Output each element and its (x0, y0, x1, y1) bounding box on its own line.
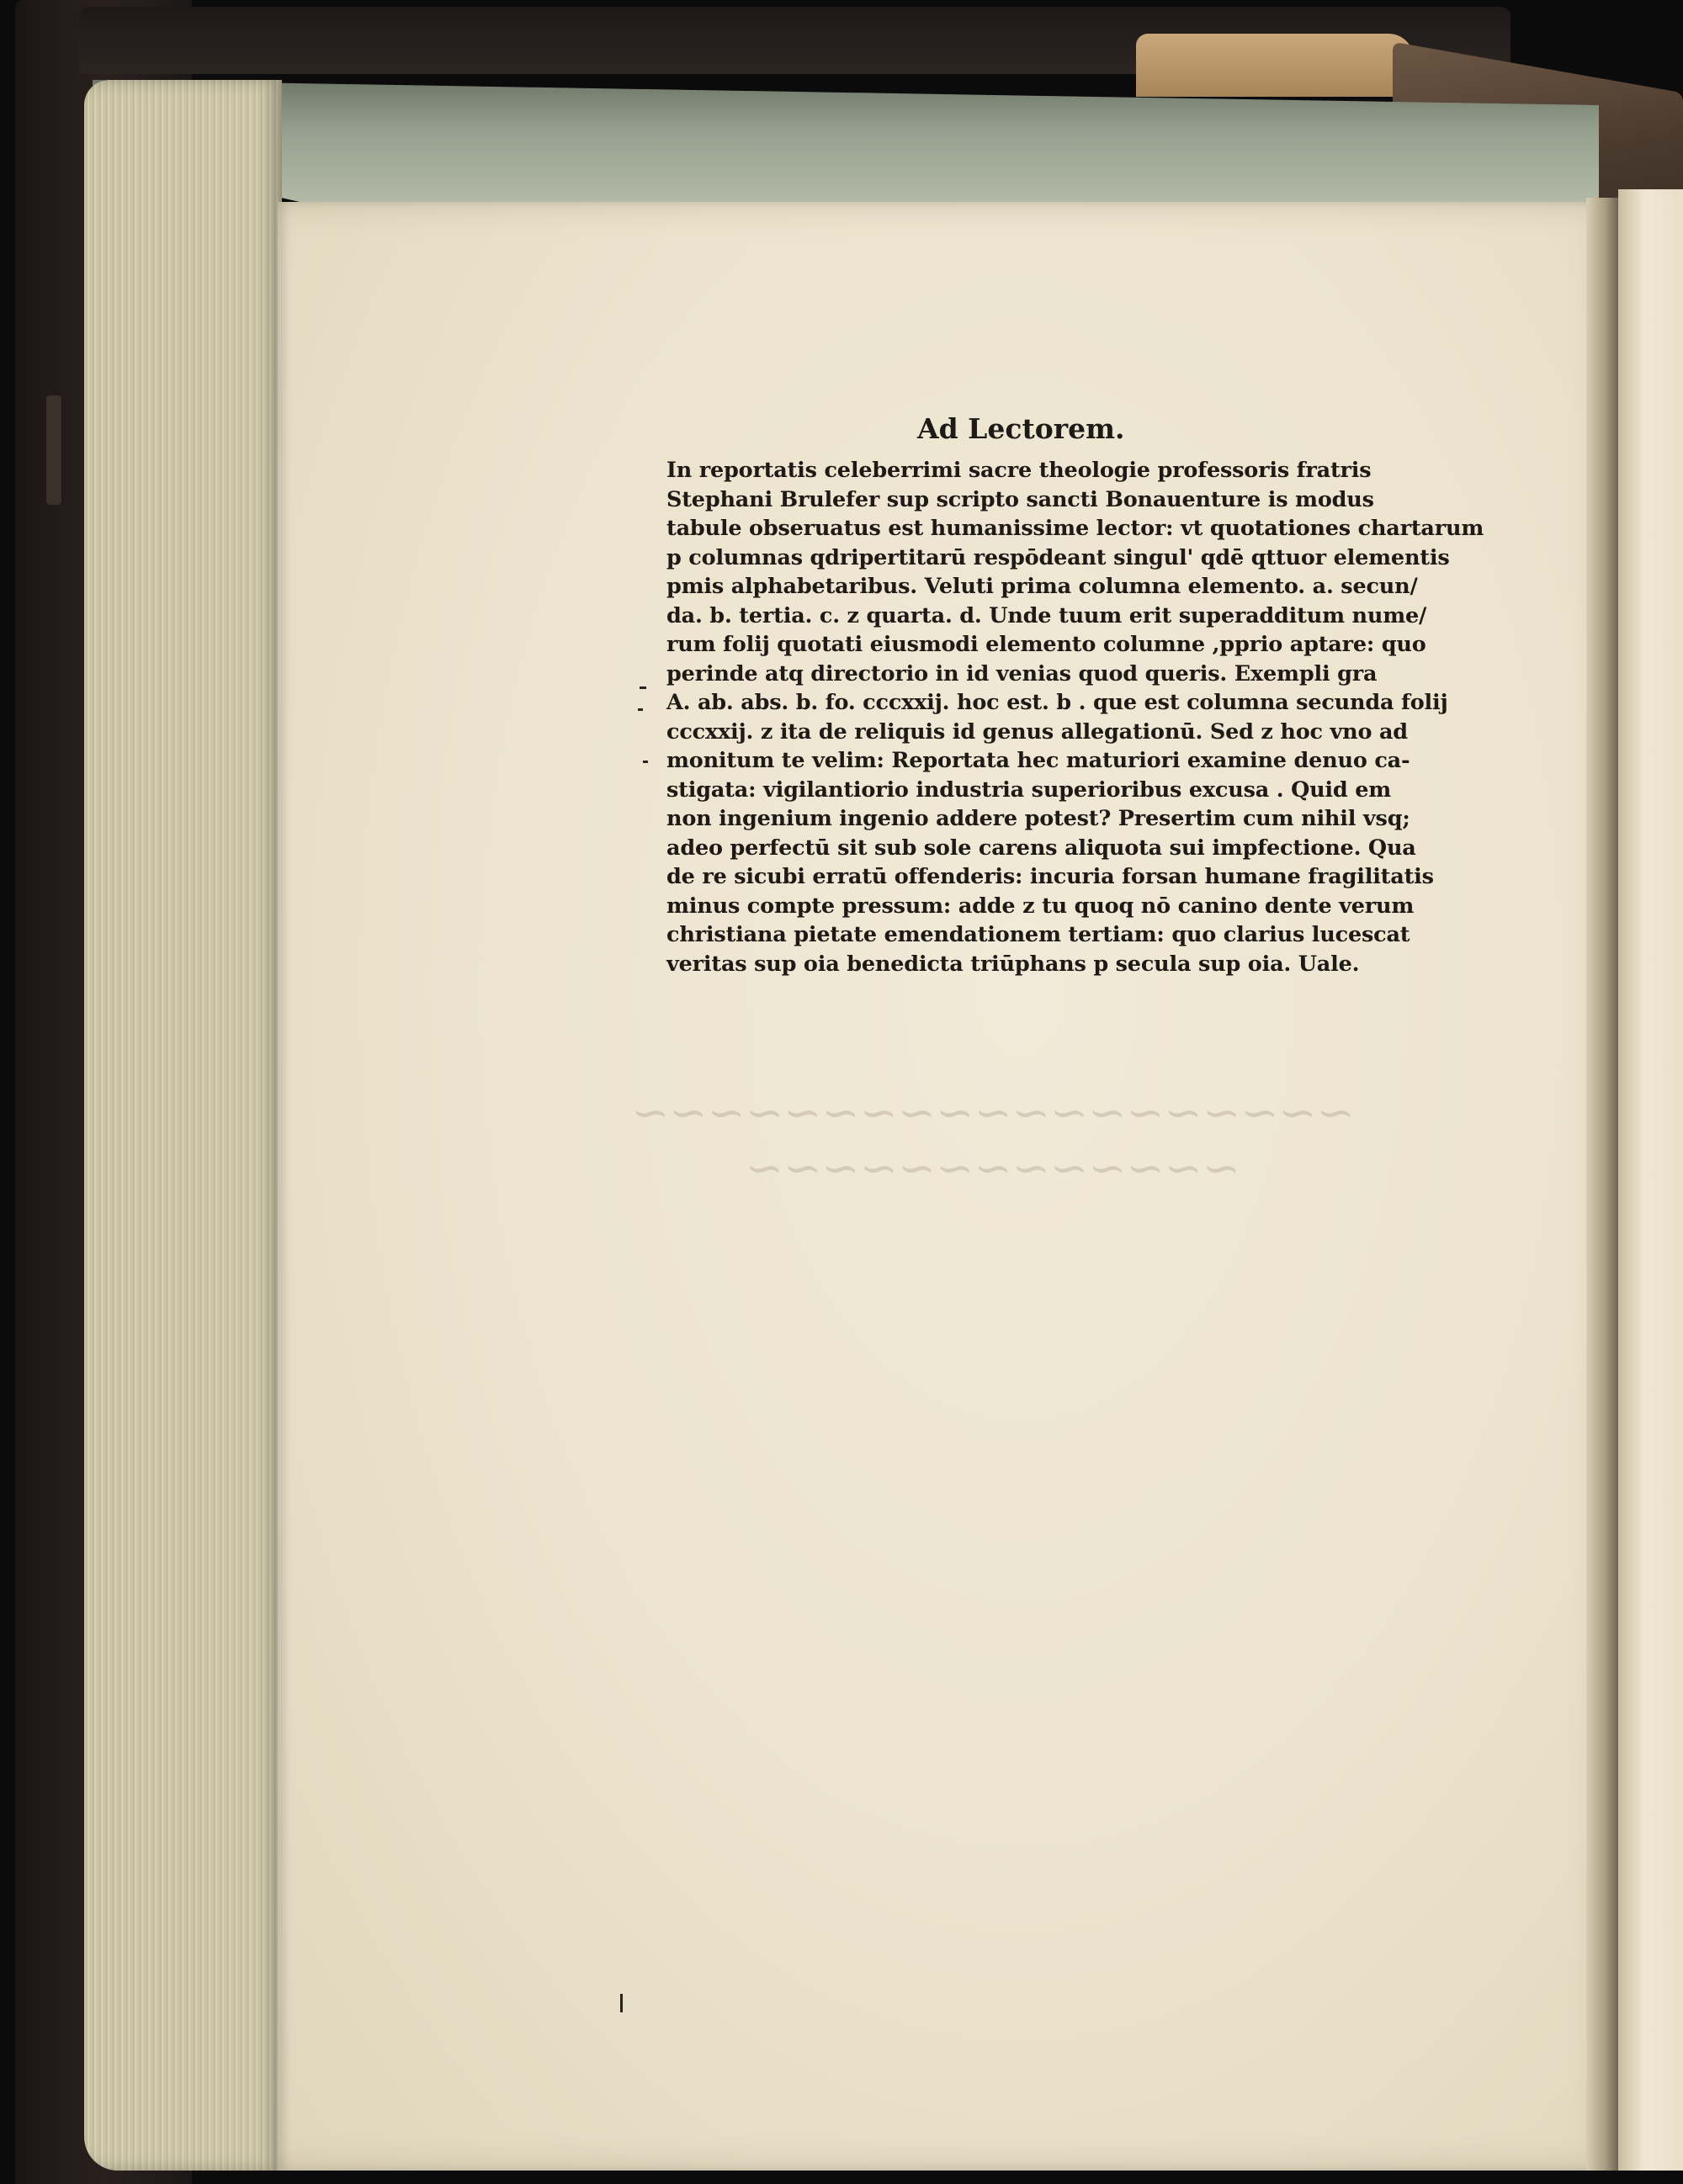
text-line: stigata: vigilantiorio industria superioribus excusa . Quid em (666, 777, 1392, 803)
page-top-edge (93, 80, 1599, 206)
text-line: christiana pietate emendationem tertiam: quo clarius lucescat (666, 922, 1410, 947)
book-gutter (1586, 198, 1618, 2171)
text-line: p columnas qdripertitarū respōdeant singul' qdē qttuor elementis (666, 544, 1450, 570)
text-line: adeo perfectū sit sub sole carens aliquota sui impfectione. Qua (666, 835, 1416, 861)
text-line: rum folij quotati eiusmodi elemento columne ,pprio aptare: quo (666, 632, 1426, 657)
text-line: non ingenium ingenio addere potest? Presertim cum nihil vsq; (666, 806, 1410, 831)
text-line: cccxxij. z ita de reliquis id genus allegationū. Sed z hoc vno ad (666, 718, 1408, 745)
text-block (666, 456, 1484, 978)
text-line: veritas sup oia benedicta triūphans p secula sup oia. Uale. (666, 951, 1360, 977)
text-line: Stephani Brulefer sup scripto sancti Bonauenture is modus (666, 486, 1374, 512)
text-line: tabule obseruatus est humanissime lector: vt quotationes chartarum (666, 516, 1484, 541)
margin-mark (638, 708, 643, 711)
text-line: A. ab. abs. b. fo. cccxxij. hoc est. b . que est columna secunda folij (666, 690, 1448, 715)
text-line: de re sicubi erratū offenderis: incuria forsan humane fragilitatis (666, 864, 1434, 889)
text-line: monitum te velim: Reportata hec maturiori examine denuo ca- (666, 748, 1410, 773)
text-line: perinde atq directorio in id venias quod queris. Exempli gra (666, 660, 1378, 686)
text-line: da. b. tertia. c. z quarta. d. Unde tuum erit superadditum nume/ (666, 602, 1427, 628)
clasp-mark (46, 395, 61, 505)
text-line: minus compte pressum: adde z tu quoq nō canino dente verum (666, 893, 1415, 919)
margin-mark (640, 686, 646, 689)
margin-mark (620, 1994, 623, 2012)
margin-mark (643, 761, 648, 763)
text-line: In reportatis celeberrimi sacre theologie professoris fratris (666, 458, 1372, 483)
text-line: pmis alphabetaribus. Veluti prima columna elemento. a. secun/ (666, 574, 1418, 599)
leather-patch (1136, 34, 1414, 97)
page-heading: Ad Lectorem. (917, 412, 1125, 445)
right-page-edge (1618, 189, 1683, 2171)
page-stack-edge (84, 80, 282, 2171)
show-through-text: ~~~~~~~~~~~~~~~~~~~ ~~~~~~~~~~~~~ (631, 1086, 1355, 1195)
